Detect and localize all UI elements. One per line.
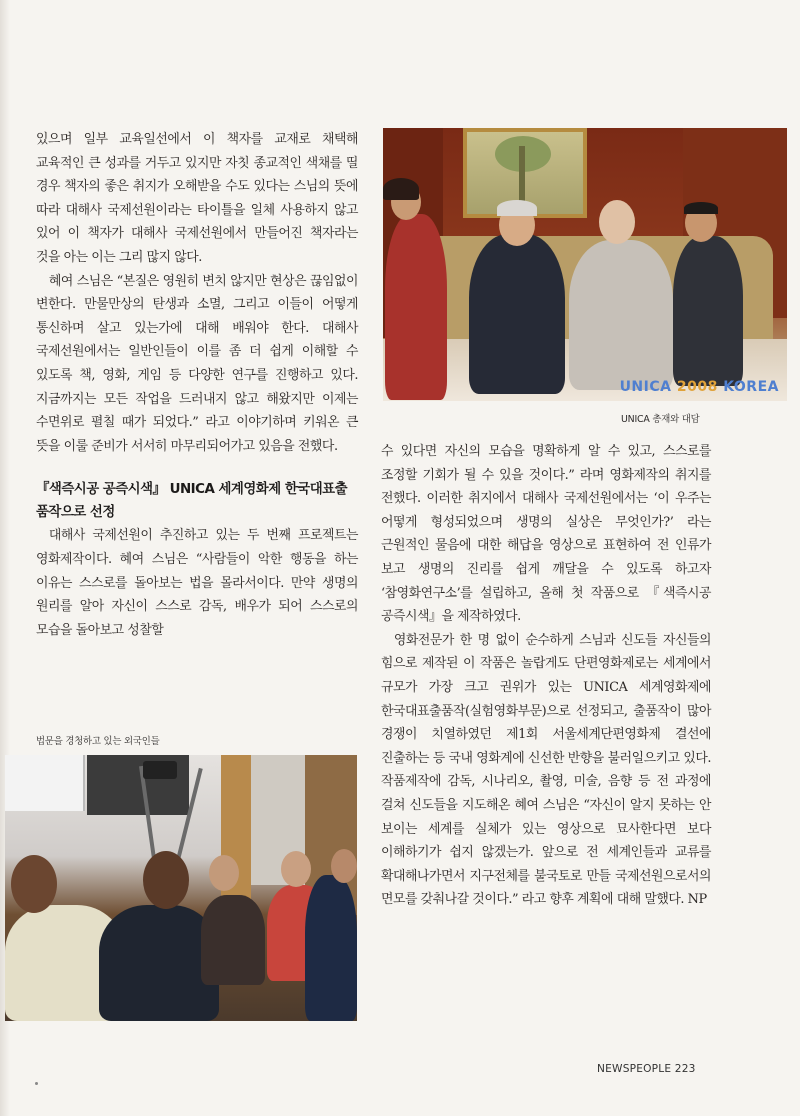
person-monk [569, 240, 673, 390]
person-woman [385, 214, 447, 400]
left-column [36, 128, 358, 642]
page-footer: NEWSPEOPLE 223 [597, 1063, 696, 1075]
camera [143, 761, 177, 779]
person-head [599, 200, 635, 244]
person-head [143, 851, 189, 909]
person-audience [201, 895, 265, 985]
person-audience [305, 875, 357, 1021]
person-head [281, 851, 311, 887]
audience-photo [5, 755, 357, 1021]
person-head [11, 855, 57, 913]
whiteboard [5, 755, 85, 811]
body-paragraph: 대해사 국제선원이 추진하고 있는 두 번째 프로젝트는 영화제작이다. 혜여 스님은 “사람들이 악한 행동을 하는 이유는 스스로를 돌아보는 법을 몰라서이다. 만약 생명의 원리를 알아 자신이 스스로 감독, 배우가 되어 스스로의 모습을 돌아보고 성찰할 [36, 528, 358, 638]
photo-caption: UNICA 총재와 대담 [621, 414, 700, 425]
door-frame [221, 755, 251, 915]
photo-caption: 법문을 경청하고 있는 외국인들 [36, 736, 160, 747]
body-paragraph: 수 있다면 자신의 모습을 명확하게 알 수 있고, 스스로를 조정할 기회가 될 수 있을 것이다.” 라며 영화제작의 취지를 전했다. 이러한 취지에서 대해사 국제선원에서는 ‘이 우주는 어떻게 형성되었으며 생명의 실상은 무엇인가?’ 라는 근원적인 물음에 대한 해답을 영상으로 표현하여 전 인류가 보고 생명의 진리를 쉽게 깨달을 수 있도록 하고자 ‘참영화연구소’를 설립하고, 올해 첫 작품으로 『색즉시공 공즉시색』을 제작하였다. [381, 444, 711, 625]
print-speck [35, 1082, 38, 1085]
body-paragraph: 혜여 스님은 “본질은 영원히 변치 않지만 현상은 끊임없이 변한다. 만물만상의 탄생과 소멸, 그리고 이들이 어떻게 통신하며 살고 있는가에 대해 배워야 한다. 대해사 국제선원에서는 일반인들이 이를 좀 더 쉽게 이해할 수 있도록 책, 영화, 게임 등 다양한 연구를 진행하고 있다. 지금까지는 모든 작업을 드러내지 않고 해왔지만 이제는 수면위로 펼칠 때가 되었다.” 라고 이야기하며 키워온 큰 뜻을 이룰 준비가 서서히 마무리되어가고 있음을 전했다. [36, 273, 358, 454]
photo-watermark: UNICA 2008 KOREA [619, 379, 779, 395]
right-column [381, 440, 711, 912]
person-head [209, 855, 239, 891]
body-paragraph: 영화전문가 한 명 없이 순수하게 스님과 신도들 자신들의 힘으로 제작된 이 작품은 놀랍게도 단편영화제로는 세계에서 규모가 가장 크고 권위가 있는 UNICA 세계영화제에 한국대표출품작(실험영화부문)으로 선정되고, 출품작이 많아 경쟁이 치열하였던 제1회 서울세계단편영화제 결선에 진출하는 등 국내 영화계에 신선한 반향을 불러일으키고 있다. 작품제작에 감독, 시나리오, 촬영, 미술, 음향 등 전 과정에 걸쳐 신도들을 지도해온 혜여 스님은 “자신이 알지 못하는 안 보이는 세계를 실체가 있는 영상으로 묘사한다면 보다 이해하기가 쉽지 않겠는가. 앞으로 전 세계인들과 교류를 확대해나가면서 지구전체를 불국토로 만들 국제선원으로서의 면모를 갖춰나갈 것이다.” 라고 향후 계획에 대해 말했다. NP [381, 632, 711, 908]
section-heading: 『색즉시공 공즉시색』 UNICA 세계영화제 한국대표출품작으로 선정 [36, 482, 348, 521]
person-man [673, 236, 743, 386]
body-paragraph: 있으며 일부 교육일선에서 이 책자를 교재로 채택해 교육적인 큰 성과를 거두고 있지만 자칫 종교적인 색채를 띨 경우 책자의 좋은 취지가 오해받을 수도 있다는 스님의 뜻에 따라 대해사 국제선원이라는 타이틀을 일체 사용하지 않고 있어 이 책자가 대해사 국제선원에서 만들어진 책자라는 것을 아는 이는 그리 많지 않다. [36, 132, 358, 265]
person-head [331, 849, 357, 883]
person-president [469, 234, 565, 394]
meeting-photo [383, 128, 787, 401]
